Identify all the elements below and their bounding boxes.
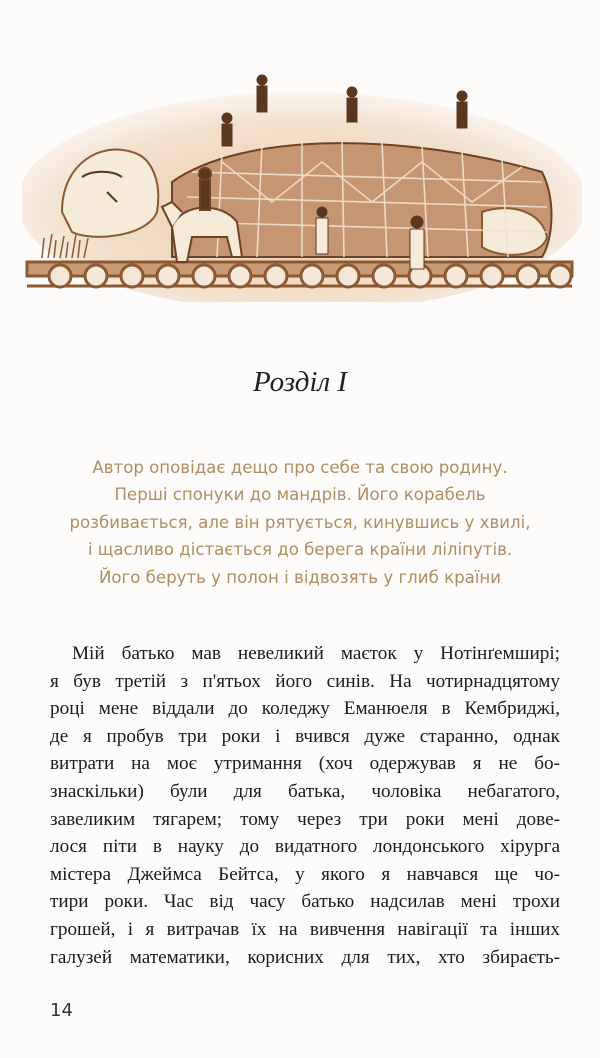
summary-line: і щасливо дістається до берега країни ліліпутів. — [87, 540, 513, 560]
body-line: де я пробув три роки і вчився дуже старанно, однак — [50, 725, 560, 747]
body-line: я був третій з п'ятьох його синів. На чотирнадцятому — [50, 670, 560, 692]
body-line: знаскільки) були для батька, чоловіка небагатого, — [50, 780, 560, 802]
body-paragraph — [50, 640, 560, 971]
chapter-summary — [40, 454, 560, 591]
body-line: тири роки. Час від часу батько надсилав мені трохи — [50, 891, 560, 913]
summary-line: Його беруть у полон і відвозять у глиб країни — [98, 567, 502, 587]
body-line: році мене віддали до коледжу Еманюеля в Кембриджі, — [50, 698, 560, 720]
body-line: містера Джеймса Бейтса, у якого я навчався ще чо- — [50, 863, 560, 885]
chapter-title: Розділ I — [253, 366, 347, 398]
body-line: галузей математики, корисних для тих, хто збираєть- — [50, 946, 560, 968]
body-line: лося піти в науку до видатного лондонського хірурга — [50, 836, 560, 858]
cart-wheels — [49, 265, 571, 287]
body-line: завеликим тягарем; тому через три роки мені дове- — [50, 808, 560, 830]
summary-line: Перші спонуки до мандрів. Його корабель — [114, 485, 486, 505]
body-line: Мій батько мав невеликий маєток у Нотінґемширі; — [72, 643, 560, 664]
summary-line: Автор оповідає дещо про себе та свою родину. — [92, 458, 508, 477]
summary-line: розбивається, але він рятується, кинувшись у хвилі, — [69, 512, 531, 532]
body-line: грошей, і я витрачав їх на вивчення навігації та інших — [50, 918, 560, 940]
chapter-illustration — [22, 62, 582, 302]
page-number: 14 — [50, 1000, 73, 1021]
body-line: витрати на моє утримання (хоч одержував я не бо- — [50, 753, 560, 775]
